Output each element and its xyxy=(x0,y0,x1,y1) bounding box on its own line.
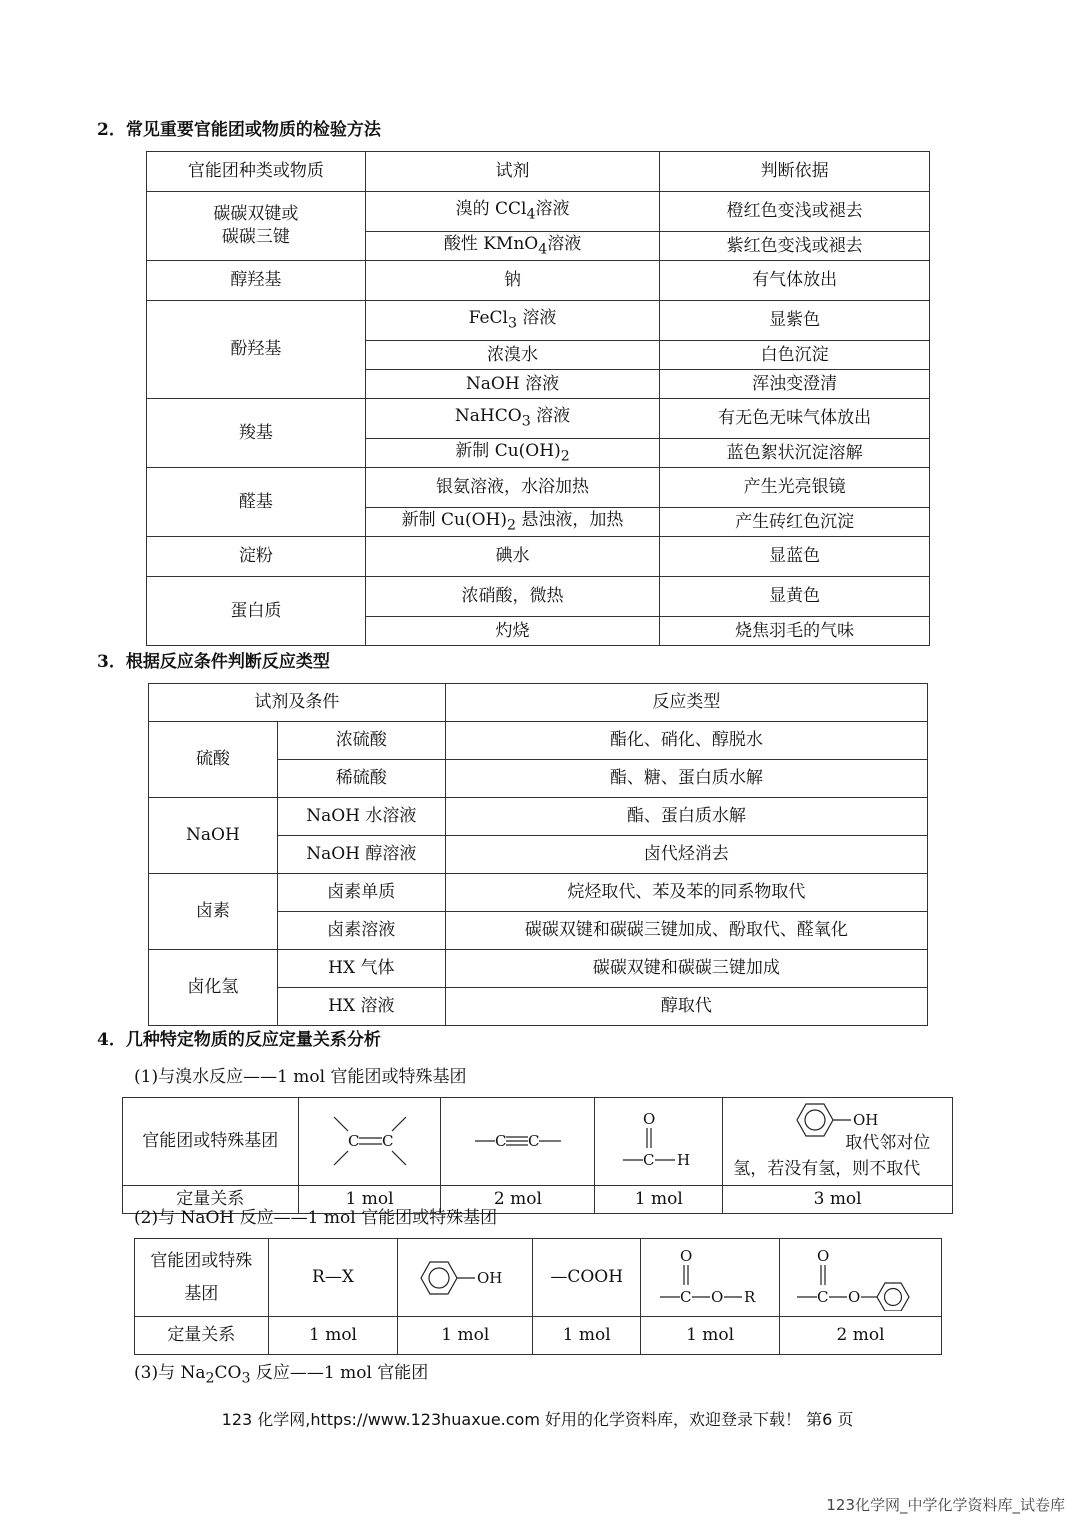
reagent-cell: 灼烧 xyxy=(365,617,660,646)
basis-cell: 显黄色 xyxy=(660,577,930,617)
quantity-cell: 2 mol xyxy=(780,1317,942,1355)
reaction-type-cell: 酯、糖、蛋白质水解 xyxy=(445,760,927,798)
phenol-note: 取代邻对位氢，若没有氢，则不取代 xyxy=(733,1133,931,1180)
group-cell: 羧基 xyxy=(147,399,366,468)
reagent-group: 卤化氢 xyxy=(149,950,278,1026)
group-cell: 淀粉 xyxy=(147,537,366,577)
quantity-cell: 1 mol xyxy=(595,1185,723,1213)
basis-cell: 浑浊变澄清 xyxy=(660,370,930,399)
header-reagent: 试剂 xyxy=(365,152,660,192)
group-cell: 醛基 xyxy=(147,468,366,537)
basis-cell: 紫红色变浅或褪去 xyxy=(660,232,930,261)
alkyne-structure xyxy=(441,1098,595,1186)
bromine-water-table xyxy=(122,1097,953,1214)
reagent-cell: NaOH 溶液 xyxy=(365,370,660,399)
quantity-cell: 1 mol xyxy=(398,1317,533,1355)
header-conditions: 试剂及条件 xyxy=(149,684,446,722)
header-group: 官能团或特殊基团 xyxy=(123,1098,299,1186)
quantity-cell: 1 mol xyxy=(268,1317,398,1355)
header-reaction-type: 反应类型 xyxy=(445,684,927,722)
reagent-cell: 浓硝酸，微热 xyxy=(365,577,660,617)
condition-cell: 卤素溶液 xyxy=(277,912,445,950)
subsection-3-title: (3)与 $Na_2CO_3$ 反应——1 mol 官能团 xyxy=(134,1363,429,1387)
quantity-cell: 1 mol xyxy=(298,1185,441,1213)
reaction-type-cell: 醇取代 xyxy=(445,988,927,1026)
reagent-cell: 钠 xyxy=(365,261,660,301)
condition-cell: NaOH 水溶液 xyxy=(277,798,445,836)
reaction-type-cell: 烷烃取代、苯及苯的同系物取代 xyxy=(445,874,927,912)
quantity-cell: 3 mol xyxy=(723,1185,953,1213)
svg-text:O: O xyxy=(642,1110,656,1129)
reagent-group: NaOH xyxy=(149,798,278,874)
svg-text:O: O xyxy=(816,1246,829,1265)
header-basis: 判断依据 xyxy=(660,152,930,192)
basis-cell: 产生砖红色沉淀 xyxy=(660,508,930,537)
ester-structure xyxy=(641,1239,780,1317)
header-group: 官能团种类或物质 xyxy=(147,152,366,192)
svg-text:C: C xyxy=(680,1287,692,1306)
reagent-cell: 酸性 KMnO$_4$溶液 xyxy=(365,232,660,261)
reagent-cell: 新制 $Cu(OH)_2$ xyxy=(365,439,660,468)
basis-cell: 显紫色 xyxy=(660,301,930,341)
subsection-2-title: (2)与 NaOH 反应——1 mol 官能团或特殊基团 xyxy=(134,1208,498,1228)
phenol-cell xyxy=(723,1098,953,1186)
basis-cell: 显蓝色 xyxy=(660,537,930,577)
page-footer: 123 化学网,https://www.123huaxue.com 好用的化学资料库，欢迎登录下载！ 第6 页 xyxy=(221,1410,854,1429)
svg-text:R: R xyxy=(744,1287,756,1306)
reaction-type-cell: 酯、蛋白质水解 xyxy=(445,798,927,836)
condition-cell: 卤素单质 xyxy=(277,874,445,912)
group-cell: 碳碳双键或 碳碳三键 xyxy=(147,192,366,261)
carboxyl-structure: —COOH xyxy=(533,1239,641,1317)
test-methods-table xyxy=(146,151,930,646)
phenyl-ester-structure xyxy=(780,1239,942,1317)
reaction-type-cell: 酯化、硝化、醇脱水 xyxy=(445,722,927,760)
svg-text:C: C xyxy=(527,1132,540,1151)
header-quantity: 定量关系 xyxy=(135,1317,269,1355)
reaction-type-cell: 卤代烃消去 xyxy=(445,836,927,874)
section-3-title: 3．根据反应条件判断反应类型 xyxy=(97,652,330,672)
reaction-type-cell: 碳碳双键和碳碳三键加成 xyxy=(445,950,927,988)
basis-cell: 白色沉淀 xyxy=(660,341,930,370)
basis-cell: 产生光亮银镜 xyxy=(660,468,930,508)
reagent-cell: NaHCO$_3$ 溶液 xyxy=(365,399,660,439)
section-4-title: 4．几种特定物质的反应定量关系分析 xyxy=(97,1030,381,1050)
svg-text:OH: OH xyxy=(477,1268,503,1287)
halide-structure: R—X xyxy=(268,1239,398,1317)
subsection-1-title: (1)与溴水反应——1 mol 官能团或特殊基团 xyxy=(134,1067,467,1087)
naoh-table xyxy=(134,1238,942,1355)
svg-text:O: O xyxy=(847,1287,860,1306)
condition-cell: NaOH 醇溶液 xyxy=(277,836,445,874)
svg-text:O: O xyxy=(711,1287,724,1306)
svg-text:H: H xyxy=(676,1151,690,1170)
quantity-cell: 2 mol xyxy=(441,1185,595,1213)
quantity-cell: 1 mol xyxy=(641,1317,780,1355)
reagent-cell: FeCl$_3$ 溶液 xyxy=(365,301,660,341)
svg-text:C: C xyxy=(816,1287,828,1306)
header-group: 官能团或特殊 基团 xyxy=(135,1239,269,1317)
quantity-cell: 1 mol xyxy=(533,1317,641,1355)
condition-cell: HX 溶液 xyxy=(277,988,445,1026)
basis-cell: 烧焦羽毛的气味 xyxy=(660,617,930,646)
svg-text:C: C xyxy=(347,1132,359,1151)
aldehyde-structure xyxy=(595,1098,723,1186)
basis-cell: 有无色无味气体放出 xyxy=(660,399,930,439)
condition-cell: 稀硫酸 xyxy=(277,760,445,798)
phenol-structure xyxy=(398,1239,533,1317)
svg-text:O: O xyxy=(680,1246,693,1265)
header-quantity: 定量关系 xyxy=(123,1185,299,1213)
reagent-cell: 碘水 xyxy=(365,537,660,577)
basis-cell: 橙红色变浅或褪去 xyxy=(660,192,930,232)
group-cell: 蛋白质 xyxy=(147,577,366,646)
condition-cell: HX 气体 xyxy=(277,950,445,988)
svg-text:C: C xyxy=(494,1132,507,1151)
basis-cell: 蓝色絮状沉淀溶解 xyxy=(660,439,930,468)
basis-cell: 有气体放出 xyxy=(660,261,930,301)
reagent-group: 卤素 xyxy=(149,874,278,950)
condition-cell: 浓硫酸 xyxy=(277,722,445,760)
svg-text:C: C xyxy=(642,1151,655,1170)
svg-text:C: C xyxy=(381,1132,393,1151)
watermark: 123化学网_中学化学资料库_试卷库 xyxy=(826,1496,1065,1514)
reaction-type-cell: 碳碳双键和碳碳三键加成、酚取代、醛氧化 xyxy=(445,912,927,950)
svg-text:OH: OH xyxy=(852,1111,878,1129)
group-cell: 酚羟基 xyxy=(147,301,366,399)
reagent-cell: 新制 $Cu(OH)_2$ 悬浊液，加热 xyxy=(365,508,660,537)
reaction-conditions-table xyxy=(148,683,928,1026)
alkene-structure xyxy=(298,1098,441,1186)
reagent-cell: 浓溴水 xyxy=(365,341,660,370)
reagent-cell: 银氨溶液，水浴加热 xyxy=(365,468,660,508)
reagent-cell: 溴的 CCl$_4$溶液 xyxy=(365,192,660,232)
section-2-title: 2．常见重要官能团或物质的检验方法 xyxy=(97,120,381,140)
reagent-group: 硫酸 xyxy=(149,722,278,798)
group-cell: 醇羟基 xyxy=(147,261,366,301)
